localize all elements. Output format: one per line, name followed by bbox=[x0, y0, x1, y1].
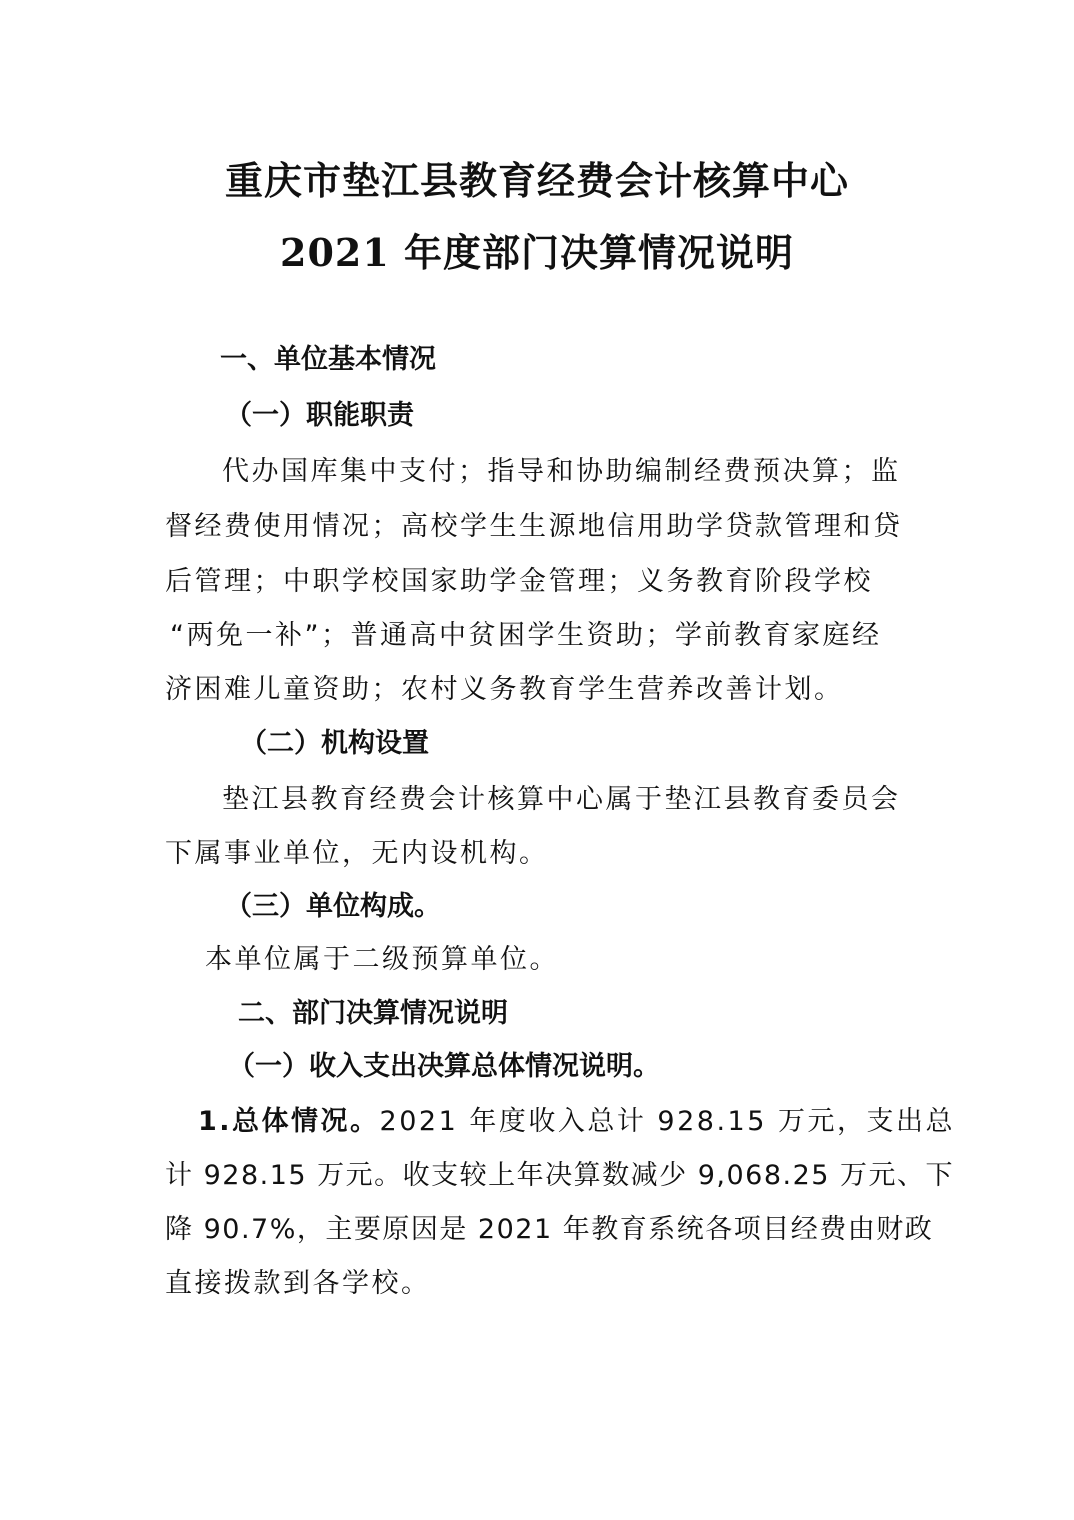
section-heading: 一、单位基本情况 bbox=[220, 344, 436, 375]
paragraph-line: 直接拨款到各学校。 bbox=[165, 1268, 431, 1299]
paragraph-line: 督经费使用情况；高校学生生源地信用助学贷款管理和贷 bbox=[165, 511, 903, 542]
paragraph-line: 济困难儿童资助；农村义务教育学生营养改善计划。 bbox=[165, 674, 844, 705]
paragraph-line: 本单位属于二级预算单位。 bbox=[205, 944, 559, 975]
paragraph-line: 后管理；中职学校国家助学金管理；义务教育阶段学校 bbox=[165, 566, 873, 597]
document-title-line1: 重庆市垫江县教育经费会计核算中心 bbox=[224, 158, 849, 203]
paragraph-lead: 1.总体情况。 bbox=[198, 1106, 380, 1137]
paragraph-line: 代办国库集中支付；指导和协助编制经费预决算；监 bbox=[222, 456, 901, 487]
subsection-heading: （一）收入支出决算总体情况说明。 bbox=[228, 1051, 660, 1082]
paragraph-line: 计 928.15 万元。收支较上年决算数减少 9,068.25 万元、下 bbox=[165, 1160, 955, 1191]
document-title-line2: 2021 年度部门决算情况说明 bbox=[280, 230, 794, 275]
paragraph-line: 垫江县教育经费会计核算中心属于垫江县教育委员会 bbox=[222, 784, 901, 815]
paragraph-line bbox=[198, 1102, 955, 1142]
subsection-heading: （一）职能职责 bbox=[225, 400, 414, 431]
subsection-heading: （三）单位构成。 bbox=[225, 891, 441, 922]
paragraph-text: 2021 年度收入总计 928.15 万元，支出总 bbox=[379, 1106, 955, 1137]
section-heading: 二、部门决算情况说明 bbox=[238, 998, 508, 1029]
paragraph-line: “两免一补”；普通高中贫困学生资助；学前教育家庭经 bbox=[170, 620, 882, 651]
paragraph-line: 下属事业单位，无内设机构。 bbox=[165, 838, 549, 869]
paragraph-line: 降 90.7%，主要原因是 2021 年教育系统各项目经费由财政 bbox=[165, 1214, 934, 1245]
subsection-heading: （二）机构设置 bbox=[240, 728, 429, 759]
